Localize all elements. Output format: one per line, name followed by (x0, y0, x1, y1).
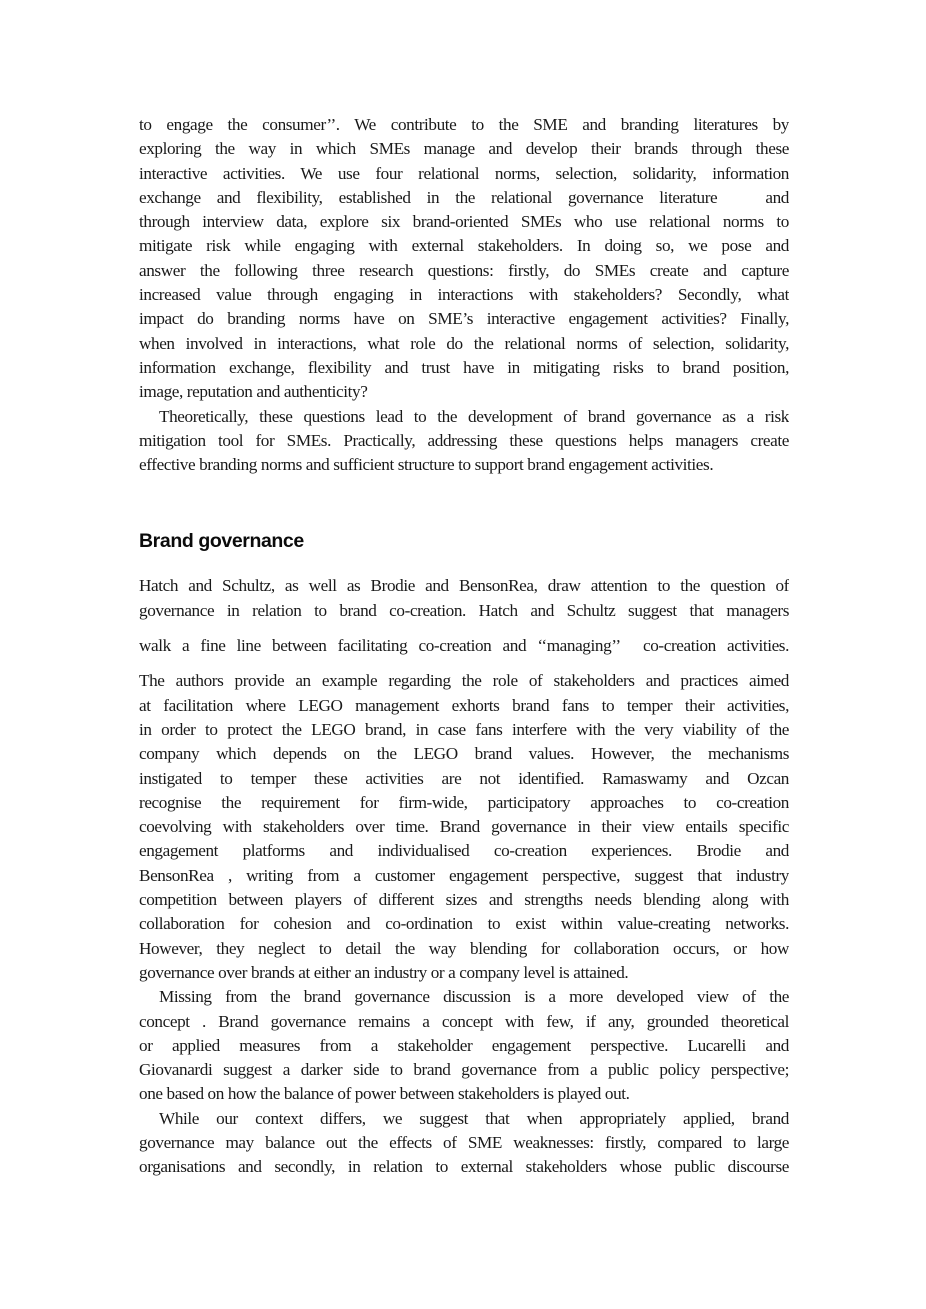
paragraph (139, 1107, 789, 1180)
text-line: Hatch and Schultz, as well as Brodie and BensonRea, draw attention to the question of (139, 576, 789, 596)
text-line: BensonRea , writing from a customer engagement perspective, suggest that industry (139, 865, 789, 885)
section-heading: Brand governance (139, 530, 304, 553)
text-line: However, they neglect to detail the way blending for collaboration occurs, or how (139, 938, 789, 958)
text-line: one based on how the balance of power between stakeholders is played out. (139, 1084, 630, 1104)
text-line: Missing from the brand governance discussion is a more developed view of the (159, 987, 789, 1007)
text-line: walk a fine line between facilitating co-creation and ‘‘managing’’ co-creation activities. (139, 636, 789, 656)
paragraph (139, 634, 789, 658)
paragraph (139, 113, 789, 405)
text-line: Giovanardi suggest a darker side to brand governance from a public policy perspective; (139, 1060, 789, 1080)
text-line: interactive activities. We use four relational norms, selection, solidarity, information (139, 163, 789, 183)
paragraph (139, 405, 789, 478)
text-line: answer the following three research questions: firstly, do SMEs create and capture (139, 260, 789, 280)
paragraph (139, 669, 789, 985)
text-line: The authors provide an example regarding the role of stakeholders and practices aimed (139, 671, 789, 691)
text-line: in order to protect the LEGO brand, in case fans interfere with the very viability of the (139, 719, 789, 739)
text-line: image, reputation and authenticity? (139, 382, 368, 402)
text-line: mitigation tool for SMEs. Practically, addressing these questions helps managers create (139, 430, 789, 450)
text-line: coevolving with stakeholders over time. Brand governance in their view entails specific (139, 817, 789, 837)
text-line: governance in relation to brand co-creation. Hatch and Schultz suggest that managers (139, 600, 789, 620)
text-line: information exchange, flexibility and trust have in mitigating risks to brand position, (139, 357, 789, 377)
text-line: increased value through engaging in interactions with stakeholders? Secondly, what (139, 285, 789, 305)
text-line: or applied measures from a stakeholder engagement perspective. Lucarelli and (139, 1035, 789, 1055)
text-line: organisations and secondly, in relation to external stakeholders whose public discourse (139, 1157, 789, 1177)
paragraph (139, 574, 789, 623)
text-column (139, 113, 789, 1180)
text-line: engagement platforms and individualised co-creation experiences. Brodie and (139, 841, 789, 861)
text-line: collaboration for cohesion and co-ordination to exist within value-creating networks. (139, 914, 789, 934)
text-line: governance over brands at either an industry or a company level is attained. (139, 962, 629, 982)
text-line: competition between players of different sizes and strengths needs blending along with (139, 890, 789, 910)
paragraph (139, 985, 789, 1106)
text-line: exploring the way in which SMEs manage and develop their brands through these (139, 139, 789, 159)
text-line: Theoretically, these questions lead to the development of brand governance as a risk (159, 406, 789, 426)
text-line: when involved in interactions, what role do the relational norms of selection, solidarity, (139, 333, 789, 353)
text-line: mitigate risk while engaging with external stakeholders. In doing so, we pose and (139, 236, 789, 256)
text-line: effective branding norms and sufficient structure to support brand engagement activities. (139, 455, 714, 475)
text-line: through interview data, explore six brand-oriented SMEs who use relational norms to (139, 212, 789, 232)
text-line: exchange and flexibility, established in the relational governance literature and (139, 187, 789, 207)
text-line: While our context differs, we suggest that when appropriately applied, brand (159, 1108, 789, 1128)
text-line: governance may balance out the effects of SME weaknesses: firstly, compared to large (139, 1132, 789, 1152)
text-line: impact do branding norms have on SME’s interactive engagement activities? Finally, (139, 309, 789, 329)
text-line: recognise the requirement for firm-wide, participatory approaches to co-creation (139, 792, 789, 812)
text-line: to engage the consumer’’. We contribute to the SME and branding literatures by (139, 115, 789, 134)
text-line: company which depends on the LEGO brand values. However, the mechanisms (139, 744, 789, 764)
text-line: at facilitation where LEGO management exhorts brand fans to temper their activities, (139, 695, 789, 715)
text-line: concept . Brand governance remains a concept with few, if any, grounded theoretical (139, 1011, 789, 1031)
text-line: instigated to temper these activities are not identified. Ramaswamy and Ozcan (139, 768, 789, 788)
